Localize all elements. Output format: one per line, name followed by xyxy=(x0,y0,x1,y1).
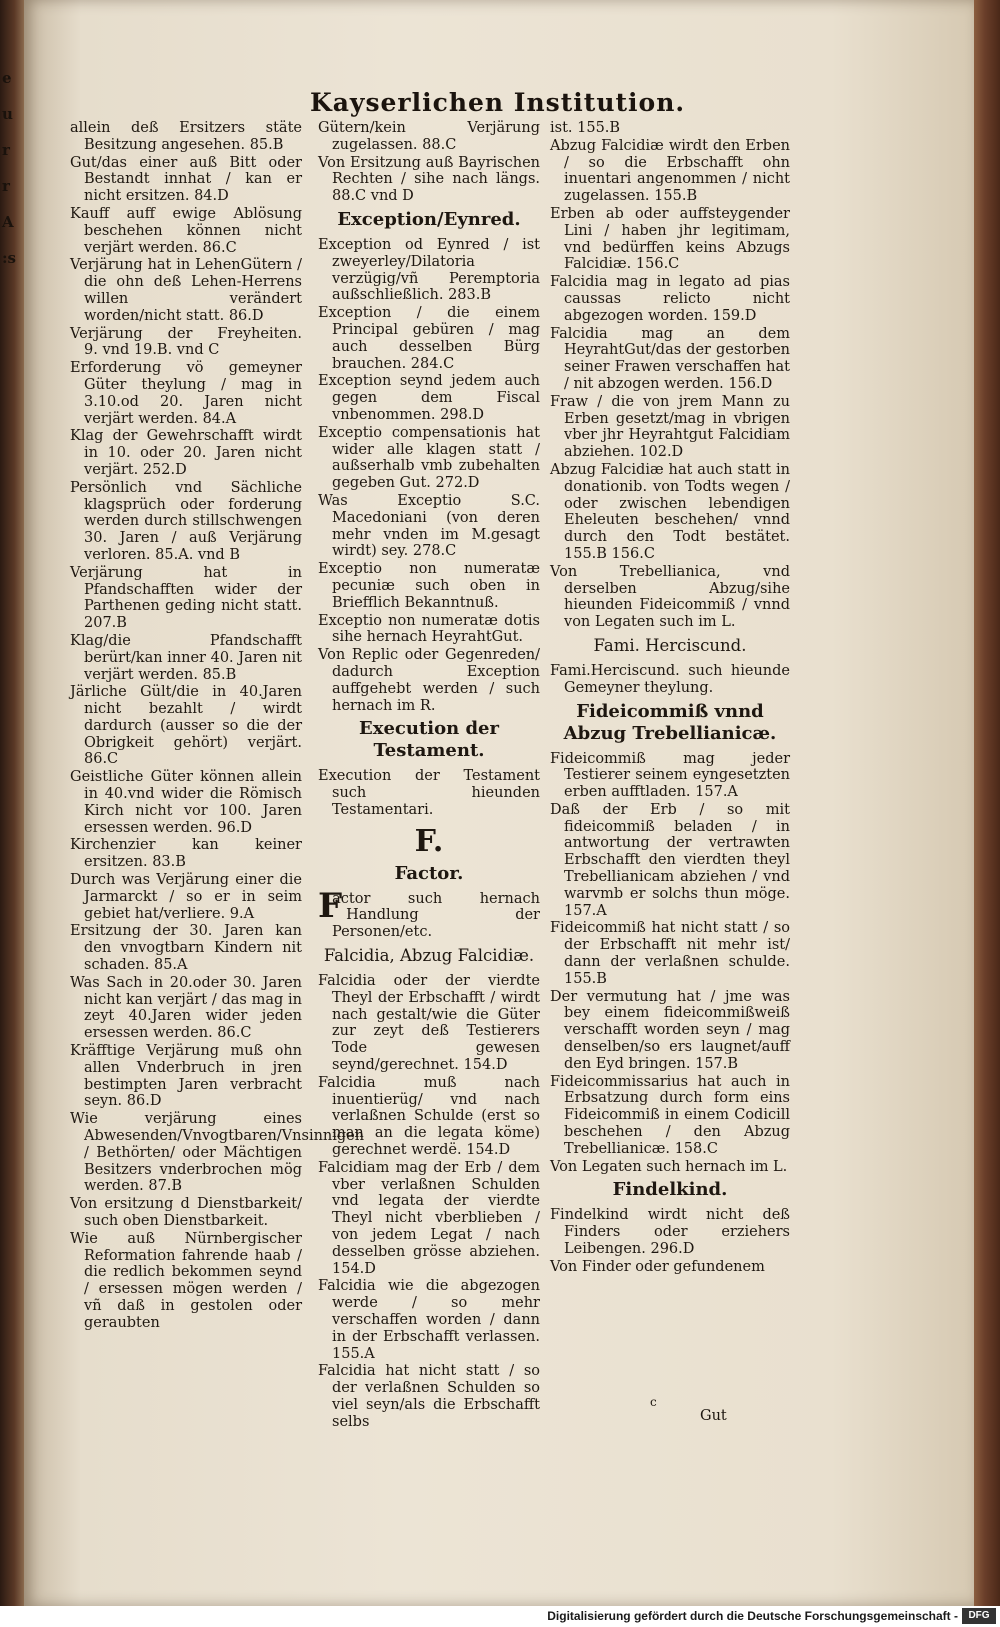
index-entry xyxy=(318,1363,540,1430)
entry-text: Daß der Erb / so mit fideicommiß beladen / in antwortung der vertrawten Erbschafft den vierdten theyl Trebellianicam abziehen / vnd warvmb er solchs thun möge. xyxy=(550,801,790,902)
page-reference: 155.A xyxy=(332,1345,375,1362)
page-reference: 86.D xyxy=(126,1093,162,1110)
index-entry xyxy=(550,326,790,393)
alphabet-letter-heading: F. xyxy=(414,823,444,859)
entry-text: Exception od Eynred / ist zweyerley/Dilatoria verzügig/vñ Peremptoria außschließlich. xyxy=(318,236,540,304)
entry-text: Falcidia mag in legato ad pias caussas relicto nicht abgezogen worden. xyxy=(550,274,790,324)
index-entry xyxy=(70,428,302,478)
page-reference: 96.D xyxy=(217,819,252,836)
page-reference: 156.C xyxy=(635,256,680,273)
entry-text: Erben ab oder auffsteygender Lini / haben jhr legitimam, vnd bedürffen keins Abzugs Falcidiæ. xyxy=(550,205,790,273)
section-heading: Execution der Testament. xyxy=(359,718,499,762)
index-entry xyxy=(550,989,790,1073)
index-entry xyxy=(70,872,302,922)
page-reference: 155.B xyxy=(654,188,698,205)
index-entry xyxy=(550,1074,790,1158)
entry-text: Kirchenzier kan keiner ersitzen. xyxy=(70,837,302,871)
book-binding-edge xyxy=(0,0,24,1627)
entry-text: Von Finder oder gefundenem xyxy=(550,1258,765,1275)
page-reference: 84.D xyxy=(194,188,229,205)
entry-text: Falcidia mag an dem HeyrahtGut/das der gestorben seiner Frawen verschaffen hat / nit abzogen werden. xyxy=(550,325,790,392)
entry-text: Kauff auff ewige Ablösung beschehen können nicht verjärt werden. xyxy=(70,205,302,256)
index-entry xyxy=(318,1075,540,1159)
page-reference: 86.C xyxy=(217,1025,252,1042)
entry-text: Ersitzung der 30. Jaren kan den vnvogtbarn Kindern nit schaden. xyxy=(70,923,302,974)
index-entry xyxy=(550,138,790,205)
entry-text: Gütern/kein Verjärung zugelassen. xyxy=(318,120,540,153)
page-reference: 157.B xyxy=(695,1055,739,1072)
index-entry xyxy=(318,373,540,423)
index-entry xyxy=(70,326,302,360)
index-entry xyxy=(318,237,540,304)
entry-text: Falcidia wie die abgezogen werde / so mehr verschaffen worden / dann in der Erbschafft verlassen. xyxy=(318,1278,540,1345)
entry-text: Falcidia muß nach inuentierüg/ vnd nach verlaßnen Schulde (erst so man an die legata köme) gerechnet werdë. xyxy=(318,1074,540,1159)
index-entry xyxy=(70,206,302,256)
index-entry xyxy=(550,120,790,137)
page-reference: 88.C xyxy=(422,136,457,153)
dfg-logo: DFG xyxy=(962,1608,996,1624)
page-reference: 296.D xyxy=(650,1241,695,1258)
section-heading: Fideicommiß vnnd Abzug Trebellianicæ. xyxy=(563,700,777,744)
index-entry xyxy=(550,751,790,801)
index-entry xyxy=(318,973,540,1074)
entry-text: Verjärung hat in Pfandschafften wider der Parthenen geding nicht statt. xyxy=(70,564,302,615)
index-entry xyxy=(70,565,302,632)
index-entry xyxy=(70,837,302,871)
previous-page-fragments: e u r r A :s xyxy=(2,69,16,267)
page-reference: 85.B xyxy=(202,666,237,683)
section-heading: Fami. Herciscund. xyxy=(593,635,747,655)
entry-text: Von Replic oder Gegenreden/ dadurch Exception auffgehebt werden / such hernach im R. xyxy=(318,647,540,714)
entry-text: ist. xyxy=(550,120,573,136)
page-reference: 9. vnd 19.B. vnd C xyxy=(84,342,220,359)
entry-text: Von ersitzung d Dienstbarkeit/ such oben Dienstbarkeit. xyxy=(70,1196,302,1229)
index-entry xyxy=(70,769,302,836)
entry-text: Geistliche Güter können allein in 40.vnd wider die Römisch Kirch nicht vor 100. Jaren ersessen werden. xyxy=(70,769,302,836)
page-reference: 154.D xyxy=(332,1260,376,1277)
page-reference: 207.B xyxy=(84,615,127,632)
page-reference: 86.C xyxy=(202,239,237,256)
entry-text: Falcidia oder der vierdte Theyl der Erbschafft / wirdt nach gestalt/wie die Güter zur zeyt deß Testierers Tode gewesen seynd/gerechnet. xyxy=(318,973,540,1074)
page-reference: 85.A. vnd B xyxy=(155,546,240,563)
entry-text: Erforderung vö gemeyner Güter theylung / mag in 3.10.od 20. Jaren nicht verjärt werden. xyxy=(70,360,302,427)
index-entry xyxy=(70,257,302,324)
entry-text: Was Exceptio S.C. Macedoniani (von deren mehr vnden im M.gesagt wirdt) sey. xyxy=(318,492,540,560)
entry-text: Klag der Gewehrschafft wirdt in 10. oder 20. Jaren nicht verjärt. xyxy=(70,428,302,478)
entry-text: Fami.Herciscund. such hieunde Gemeyner theylung. xyxy=(550,662,790,696)
entry-text: Exceptio non numeratæ dotis sihe hernach HeyrahtGut. xyxy=(318,612,540,646)
running-head: Kayserlichen Institution. xyxy=(310,88,686,117)
index-entry xyxy=(550,1259,790,1276)
entry-text: Fideicommiß mag jeder Testierer seinem eyngesetzten erben aufftladen. xyxy=(550,750,790,801)
page-reference: 272.D xyxy=(435,475,480,492)
index-entry xyxy=(70,120,302,154)
entry-text: Von Legaten such hernach im L. xyxy=(550,1158,788,1175)
entry-text: Gut/das einer auß Bitt oder Bestandt innhat / kan er nicht ersitzen. xyxy=(70,154,302,205)
page-reference: 158.C xyxy=(674,1140,718,1157)
entry-text: Falcidia hat nicht statt / so der verlaßnen Schulden so viel seyn/als die Erbschafft selbs xyxy=(318,1363,540,1430)
index-entry xyxy=(550,1159,790,1176)
page-reference: 85.B xyxy=(249,136,284,153)
entry-text: Exception seynd jedem auch gegen dem Fiscal vnbenommen. xyxy=(318,373,540,423)
index-entry xyxy=(318,305,540,372)
entry-text: Von Ersitzung auß Bayrischen Rechten / sihe nach längs. xyxy=(318,154,540,188)
index-entry xyxy=(318,120,540,154)
index-entry xyxy=(550,802,790,920)
index-entry xyxy=(318,493,540,560)
entry-text: Fideicommissarius hat auch in Erbsatzung durch form eins Fideicommiß in einem Codicill beschehen / den Abzug Trebellianicæ. xyxy=(550,1073,790,1157)
index-entry xyxy=(318,768,540,818)
entry-text: Factor such hernach Handlung der Personen/etc. xyxy=(318,885,540,941)
index-entry xyxy=(550,920,790,987)
page-reference: 155.B 156.C xyxy=(564,545,655,562)
page-reference: 83.B xyxy=(152,854,186,871)
index-entry xyxy=(70,1196,302,1230)
page-reference: 283.B xyxy=(448,287,492,304)
index-entry xyxy=(550,206,790,273)
page-reference: 102.D xyxy=(639,444,684,461)
index-entry xyxy=(550,564,790,631)
page-reference: 154.D xyxy=(463,1057,508,1074)
catchword: Gut xyxy=(700,1408,727,1424)
entry-text: Wie verjärung eines Abwesenden/Vnvogtbaren/Vnsinnigen / Bethörten/ oder Mächtigen Besitzers vnderbrochen mög werden. xyxy=(70,1111,365,1195)
index-entry xyxy=(318,647,540,714)
entry-text: Der vermutung hat / jme was bey einem fideicommißweiß verschafft worden seyn / mag denselben/so ers laugnet/auff den Eyd bringen. xyxy=(550,988,790,1072)
entry-text: Verjärung hat in LehenGütern / die ohn deß Lehen-Herrens willen verändert worden/nicht statt. xyxy=(70,257,302,324)
entry-text: Abzug Falcidiæ hat auch statt in donationib. von Todts wegen / oder zwischen lebendigen Eheleuten beschehen/ vnnd durch den Todt bestätet. xyxy=(550,461,790,546)
page-reference: 88.C vnd D xyxy=(332,188,414,205)
index-entry xyxy=(550,274,790,324)
entry-text: Durch was Verjärung einer die Jarmarckt / so er in seim gebiet hat/verliere. xyxy=(70,872,302,922)
index-entry xyxy=(318,155,540,205)
entry-text: Exceptio non numeratæ pecuniæ such oben in Briefflich Bekanntnuß. xyxy=(318,561,540,611)
index-entry xyxy=(550,1207,790,1257)
section-heading: Exception/Eynred. xyxy=(337,208,521,230)
page-reference: 298.D xyxy=(440,406,485,423)
page-reference: 157.A xyxy=(564,902,607,919)
index-column-2 xyxy=(318,120,540,1432)
book-fore-edge xyxy=(974,0,1000,1606)
index-entry xyxy=(318,885,540,941)
index-entry xyxy=(70,1111,365,1195)
index-entry xyxy=(70,480,302,564)
index-entry xyxy=(70,155,302,205)
section-heading: Falcidia, Abzug Falcidiæ. xyxy=(323,946,535,966)
index-entry xyxy=(318,1278,540,1362)
page-reference: 157.A xyxy=(695,784,738,801)
entry-text: Persönlich vnd Sächliche klagsprüch oder forderung werden durch stillschwengen 30. Jaren / auß Verjärung verloren. xyxy=(70,479,302,563)
page-reference: 9.A xyxy=(229,905,255,922)
section-heading: Factor. xyxy=(394,862,464,884)
entry-text: Wie auß Nürnbergischer Reformation fahrende haab / die redlich bekommen seynd / ersessen mögen werden / vñ daß in gestolen oder geraubten xyxy=(70,1230,302,1331)
entry-text: allein deß Ersitzers stäte Besitzung angesehen. xyxy=(70,120,302,153)
index-entry xyxy=(70,975,302,1042)
page-reference: 156.D xyxy=(728,375,773,392)
page-reference: 252.D xyxy=(142,461,187,478)
index-entry xyxy=(70,1043,302,1110)
page-reference: 278.C xyxy=(412,543,457,560)
index-entry xyxy=(318,1160,540,1278)
index-entry xyxy=(70,1231,302,1332)
entry-text: Execution der Testament such hieunden Testamentari. xyxy=(318,768,540,818)
entry-text: Exception / die einem Principal gebüren / mag auch desselben Bürg brauchen. xyxy=(318,305,540,372)
page-reference: 284.C xyxy=(410,355,455,372)
index-entry xyxy=(318,613,540,647)
index-entry xyxy=(550,462,790,563)
index-entry xyxy=(318,425,540,492)
index-entry xyxy=(550,394,790,461)
page-reference: 86.D xyxy=(228,307,264,324)
page-reference: 159.D xyxy=(712,307,757,324)
entry-text: Abzug Falcidiæ wirdt den Erben / so die Erbschafft ohn inuentari angenommen / nicht zugelassen. xyxy=(550,137,790,205)
entry-text: Falcidiam mag der Erb / dem vber verlaßnen Schulden vnd legata der vierdte Theyl nicht vberblieben / von jedem Legat / nach desselben grösse abziehen. xyxy=(318,1159,540,1260)
index-entry xyxy=(550,663,790,697)
index-entry xyxy=(70,684,302,768)
index-entry xyxy=(70,360,302,427)
entry-text: Klag/die Pfandschafft berürt/kan inner 40. Jaren nit verjärt werden. xyxy=(70,632,302,683)
entry-text: Was Sach in 20.oder 30. Jaren nicht kan verjärt / das mag in zeyt 40.Jaren wider jeden ersessen werden. xyxy=(70,974,302,1042)
page-reference: 85.A xyxy=(153,957,188,974)
entry-text: Fraw / die von jrem Mann zu Erben gesetzt/mag in vbrigen vber jhr Heyrahtgut Falcidiam abziehen. xyxy=(550,393,790,461)
footer-credit: Digitalisierung gefördert durch die Deutsche Forschungsgemeinschaft - xyxy=(547,1609,958,1623)
index-entry xyxy=(318,561,540,611)
page-reference: 155.B xyxy=(564,970,607,987)
entry-text: Findelkind wirdt nicht deß Finders oder erziehers Leibengen. xyxy=(550,1207,790,1258)
entry-text: Exceptio compensationis hat wider alle klagen statt / außserhalb vmb zubehalten gegeben Gut. xyxy=(318,424,540,492)
page-reference: 155.B xyxy=(577,120,621,136)
index-entry xyxy=(70,923,302,973)
page-reference: 154.D xyxy=(466,1142,511,1159)
page-reference: 86.C xyxy=(84,751,119,768)
entry-text: Verjärung der Freyheiten. xyxy=(70,325,302,342)
entry-text: Järliche Gült/die in 40.Jaren nicht bezahlt / wirdt dardurch (ausser so die der Obrigkeit gehört) verjärt. xyxy=(70,684,302,751)
page-reference: 87.B xyxy=(148,1178,183,1195)
page-reference: 84.A xyxy=(202,410,237,427)
digitization-footer xyxy=(0,1606,1000,1627)
index-column-3 xyxy=(550,120,790,1277)
section-heading: Findelkind. xyxy=(612,1179,728,1201)
signature-mark: c xyxy=(650,1395,657,1409)
index-entry xyxy=(70,633,302,683)
entry-text: Von Trebellianica, vnd derselben Abzug/sihe hieunden Fideicommiß / vnnd von Legaten such im L. xyxy=(550,563,790,631)
entry-text: Kräfftige Verjärung muß ohn allen Vnderbruch in jren bestimpten Jaren verbracht seyn. xyxy=(70,1043,302,1110)
entry-text: Fideicommiß hat nicht statt / so der Erbschafft nit mehr ist/ dann der verlaßnen schulde. xyxy=(550,920,790,971)
